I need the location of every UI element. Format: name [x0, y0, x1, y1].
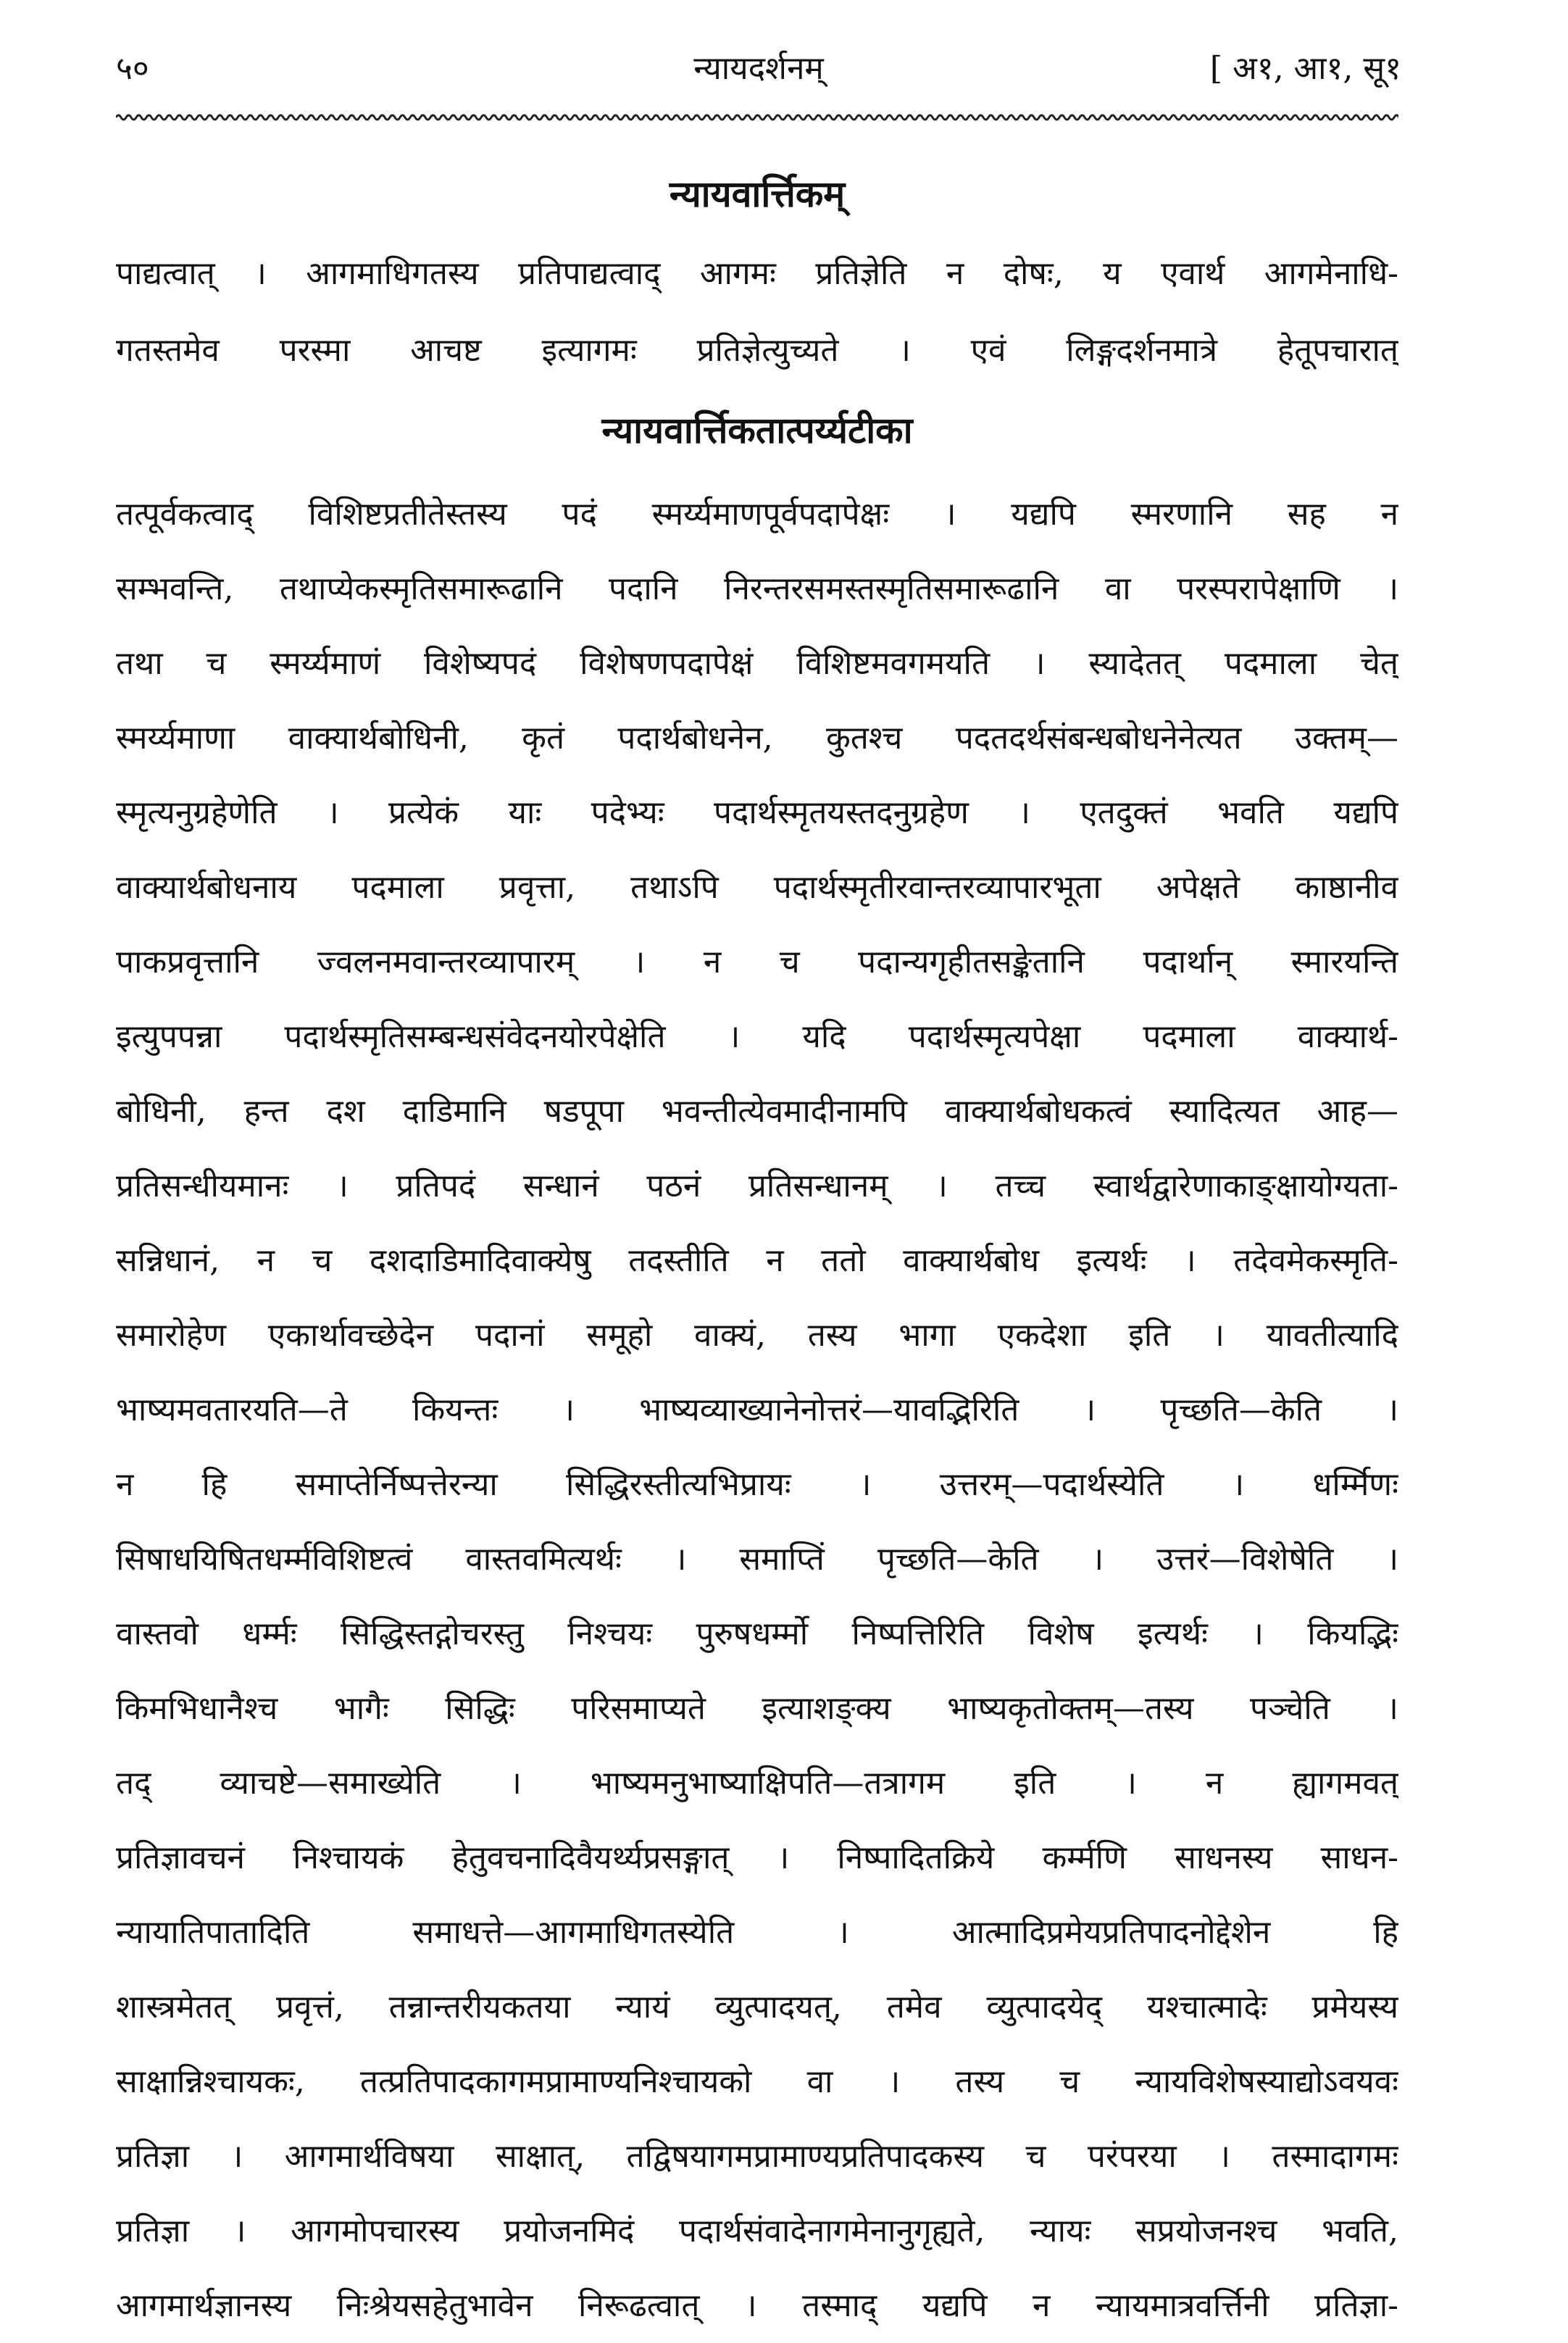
text-line: बोधिनी, हन्त दश दाडिमानि षडपूपा भवन्तीत्येवमादीनामपि वाक्यार्थबोधकत्वं स्यादित्यत आह— — [116, 1093, 1398, 1130]
text-line: स्मृत्यनुग्रहेणेति । प्रत्येकं याः पदेभ्यः पदार्थस्मृतयस्तदनुग्रहेण । एतदुक्तं भवति यद्यपि — [116, 794, 1398, 831]
text-line: प्रतिसन्धीयमानः । प्रतिपदं सन्धानं पठनं प्रतिसन्धानम् । तच्च स्वार्थद्वारेणाकाङ्क्षायोग्यता- — [116, 1168, 1398, 1204]
text-line: पाकप्रवृत्तानि ज्वलनमवान्तरव्यापारम् । न च पदान्यगृहीतसङ्केतानि पदार्थान् स्मारयन्ति — [116, 944, 1398, 981]
text-line: भाष्यमवतारयति—ते कियन्तः । भाष्यव्याख्यानेनोत्तरं—यावद्भिरिति । पृच्छति—केति । — [116, 1391, 1398, 1428]
text-line: किमभिधानैश्च भागैः सिद्धिः परिसमाप्यते इत्याशङ्क्य भाष्यकृतोक्तम्—तस्य पञ्चेति । — [116, 1690, 1398, 1727]
text-line: आगमार्थज्ञानस्य निःश्रेयसहेतुभावेन निरूढत्वात् । तस्माद् यद्यपि न न्यायमात्रवर्त्तिनी प्रतिज्ञा- — [116, 2287, 1398, 2324]
text-line: प्रतिज्ञा । आगमोपचारस्य प्रयोजनमिदं पदार्थसंवादेनागमेनानुगृह्यते, न्यायः सप्रयोजनश्च भवति, — [116, 2213, 1398, 2250]
vartika-text — [116, 236, 1398, 389]
text-line: स्मर्य्यमाणा वाक्यार्थबोधिनी, कृतं पदार्थबोधनेन, कुतश्च पदतदर्थसंबन्धबोधनेनेत्यत उक्तम्— — [116, 720, 1398, 757]
text-line: समारोहेण एकार्थावच्छेदेन पदानां समूहो वाक्यं, तस्य भागा एकदेशा इति । यावतीत्यादि — [116, 1317, 1398, 1354]
text-line: न्यायातिपातादिति समाधत्ते—आगमाधिगतस्येति । आत्मादिप्रमेयप्रतिपादनोद्देशेन हि — [116, 1914, 1398, 1951]
text-line: सम्भवन्ति, तथाप्येकस्मृतिसमारूढानि पदानि निरन्तरसमस्तस्मृतिसमारूढानि वा परस्परापेक्षाणि । — [116, 570, 1398, 607]
text-line: तथा च स्मर्य्यमाणं विशेष्यपदं विशेषणपदापेक्षं विशिष्टमवगमयति । स्यादेतत् पदमाला चेत् — [116, 645, 1398, 682]
running-title: न्यायदर्शनम् — [693, 50, 824, 87]
text-line: न हि समाप्तेर्निष्पत्तेरन्या सिद्धिरस्तीत्यभिप्रायः । उत्तरम्—पदार्थस्येति । धर्म्मिणः — [116, 1466, 1398, 1503]
heading-tatparyatika: न्यायवार्त्तिकतात्पर्य्यटीका — [601, 409, 913, 451]
text-line: पाद्यत्वात् । आगमाधिगतस्य प्रतिपाद्यत्वाद् आगमः प्रतिज्ञेति न दोषः, य एवार्थ आगमेनाधि- — [116, 255, 1398, 292]
text-line: तद् व्याचष्टे—समाख्येति । भाष्यमनुभाष्याक्षिपति—तत्रागम इति । न ह्यागमवत् — [116, 1765, 1398, 1802]
heading-nyayavartika: न्यायवार्त्तिकम् — [669, 172, 846, 215]
text-line: वास्तवो धर्म्मः सिद्धिस्तद्गोचरस्तु निश्चयः पुरुषधर्म्मो निष्पत्तिरिति विशेष इत्यर्थः । कियद्भिः — [116, 1615, 1398, 1652]
text-line: सन्निधानं, न च दशदाडिमादिवाक्येषु तदस्तीति न ततो वाक्यार्थबोध इत्यर्थः । तदेवमेकस्मृति- — [116, 1242, 1398, 1279]
section-reference: [ अ१, आ१, सू१ — [1209, 50, 1401, 87]
page-number: ५० — [116, 50, 149, 87]
wavy-rule — [116, 109, 1398, 126]
text-line: इत्युपपन्ना पदार्थस्मृतिसम्बन्धसंवेदनयोरपेक्षेति । यदि पदार्थस्मृत्यपेक्षा पदमाला वाक्यार्थ- — [116, 1018, 1398, 1055]
text-line: शास्त्रमेतत् प्रवृत्तं, तन्नान्तरीयकतया न्यायं व्युत्पादयत्, तमेव व्युत्पादयेद् यश्चात्मादेः प्रमेयस्य — [116, 1989, 1398, 2026]
text-line: तत्पूर्वकत्वाद् विशिष्टप्रतीतेस्तस्य पदं स्मर्य्यमाणपूर्वपदापेक्षः । यद्यपि स्मरणानि सह न — [116, 496, 1398, 533]
text-line: प्रतिज्ञा । आगमार्थविषया साक्षात्, तद्विषयागमप्रामाण्यप्रतिपादकस्य च परंपरया । तस्मादागमः — [116, 2138, 1398, 2175]
running-head — [116, 38, 1401, 96]
text-line: गतस्तमेव परस्मा आचष्ट इत्यागमः प्रतिज्ञेत्युच्यते । एवं लिङ्गदर्शनमात्रे हेतूपचारात् — [116, 332, 1398, 369]
text-line: साक्षान्निश्चायकः, तत्प्रतिपादकागमप्रामाण्यनिश्चायको वा । तस्य च न्यायविशेषस्याद्योऽवयवः — [116, 2063, 1398, 2100]
tika-text — [116, 477, 1398, 2343]
text-line: सिषाधयिषितधर्म्मविशिष्टत्वं वास्तवमित्यर्थः । समाप्तिं पृच्छति—केति । उत्तरं—विशेषेति । — [116, 1541, 1398, 1578]
text-line: वाक्यार्थबोधनाय पदमाला प्रवृत्ता, तथाऽपि पदार्थस्मृतीरवान्तरव्यापारभूता अपेक्षते काष्ठानीव — [116, 869, 1398, 906]
text-line: प्रतिज्ञावचनं निश्चायकं हेतुवचनादिवैयर्थ्यप्रसङ्गात् । निष्पादितक्रिये कर्म्मणि साधनस्य साधन- — [116, 1839, 1398, 1876]
